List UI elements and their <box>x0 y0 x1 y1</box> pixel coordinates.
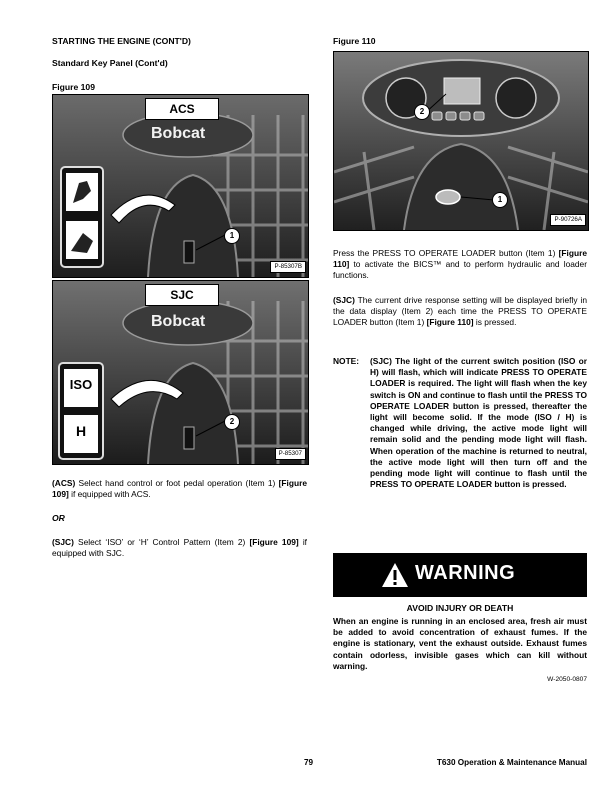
acs-instruction <box>52 478 307 500</box>
para1-figure-ref: [Figure 110] <box>333 248 587 270</box>
warning-banner <box>333 553 587 597</box>
warning-triangle-icon <box>381 562 409 588</box>
warning-text: When an engine is running in an enclosed area, fresh air must be added to avoid concentration of exhaust fumes. If the engine is stationary, vent the exhaust outside. Exhaust fumes contain odorless, invisible gases which can kill without warning. <box>333 616 587 671</box>
figure-110-photo <box>333 51 589 231</box>
sjc-figure-ref: [Figure 109] <box>249 537 299 547</box>
sjc-tail: if equipped with SJC. <box>52 537 308 559</box>
para2-figure-ref: [Figure 110] <box>426 317 474 328</box>
callout-1-acs: 1 <box>224 228 240 244</box>
part-number-sjc: P-85307 <box>275 448 306 460</box>
iso-switch-label: ISO <box>69 377 93 392</box>
para2-lead: (SJC) <box>333 295 355 305</box>
subsection-heading: Standard Key Panel (Cont'd) <box>52 58 168 68</box>
sjc-text: Select ‘ISO’ or ‘H’ Control Pattern (Item 2) <box>73 537 250 547</box>
or-separator: OR <box>52 513 65 523</box>
sjc-instruction <box>52 537 307 559</box>
para1-text: Press the PRESS TO OPERATE LOADER button (Item 1) <box>333 248 559 258</box>
manual-title: T630 Operation & Maintenance Manual <box>436 758 587 767</box>
acs-panel-illustration <box>53 95 308 277</box>
sjc-lead: (SJC) <box>52 537 74 547</box>
part-number-acs: P-85307B <box>270 261 306 273</box>
callout-2-sjc: 2 <box>224 414 240 430</box>
acs-figure-ref: [Figure 109] <box>52 478 307 500</box>
figure-110-label: Figure 110 <box>333 36 376 46</box>
acs-tag: ACS <box>145 98 219 120</box>
acs-tail: if equipped with ACS. <box>68 489 151 500</box>
figure-109-acs-photo <box>52 94 309 278</box>
warning-title: WARNING <box>415 562 516 584</box>
acs-lead: (ACS) <box>52 478 76 488</box>
sjc-response-paragraph <box>333 295 587 329</box>
acs-text: Select hand control or foot pedal operation (Item 1) <box>75 478 279 488</box>
callout-1-fig110: 1 <box>492 192 508 208</box>
callout-2-fig110: 2 <box>414 104 430 120</box>
note-label: NOTE: <box>333 356 360 366</box>
figure-109-label: Figure 109 <box>52 82 95 92</box>
page-number: 79 <box>304 758 314 767</box>
section-heading: STARTING THE ENGINE (CONT'D) <box>52 36 191 46</box>
bobcat-logo-sjc: Bobcat <box>151 313 206 330</box>
sjc-tag: SJC <box>145 284 219 306</box>
dash-panel-illustration <box>334 52 588 230</box>
press-to-operate-instruction <box>333 248 587 282</box>
para2-text: The current drive response setting will be displayed briefly in the data display (Item 2) each time the PRESS TO OPERATE LOADER button (Item 1) <box>333 295 587 328</box>
h-switch-label: H <box>75 423 87 439</box>
part-number-fig110: P-90726A <box>550 214 586 226</box>
note-text: (SJC) The light of the current switch position (ISO or H) will flash, which will indicate PRESS TO OPERATE LOADER is required. The light will flash when the key switch is ON and continue to flash until the PRESS TO OPERATE LOADER button is pressed, thereafter the light will become solid. If the mode (ISO / H) is changed while driving, the active mode light will remain solid and the pending mode light will flash. When operation of the machine is returned to neutral, the active mode light will then turn off and the pending mode light will continue to flash until the PRESS TO OPERATE LOADER button is pressed. <box>370 356 587 490</box>
para1-tail: to activate the BICS™ and to perform hydraulic and loader functions. <box>333 259 587 281</box>
figure-109-sjc-photo <box>52 280 309 465</box>
warning-subtitle: AVOID INJURY OR DEATH <box>406 603 514 613</box>
para2-tail: is pressed. <box>473 317 517 328</box>
warning-code: W-2050-0807 <box>547 676 587 683</box>
bobcat-logo-acs: Bobcat <box>151 125 206 142</box>
